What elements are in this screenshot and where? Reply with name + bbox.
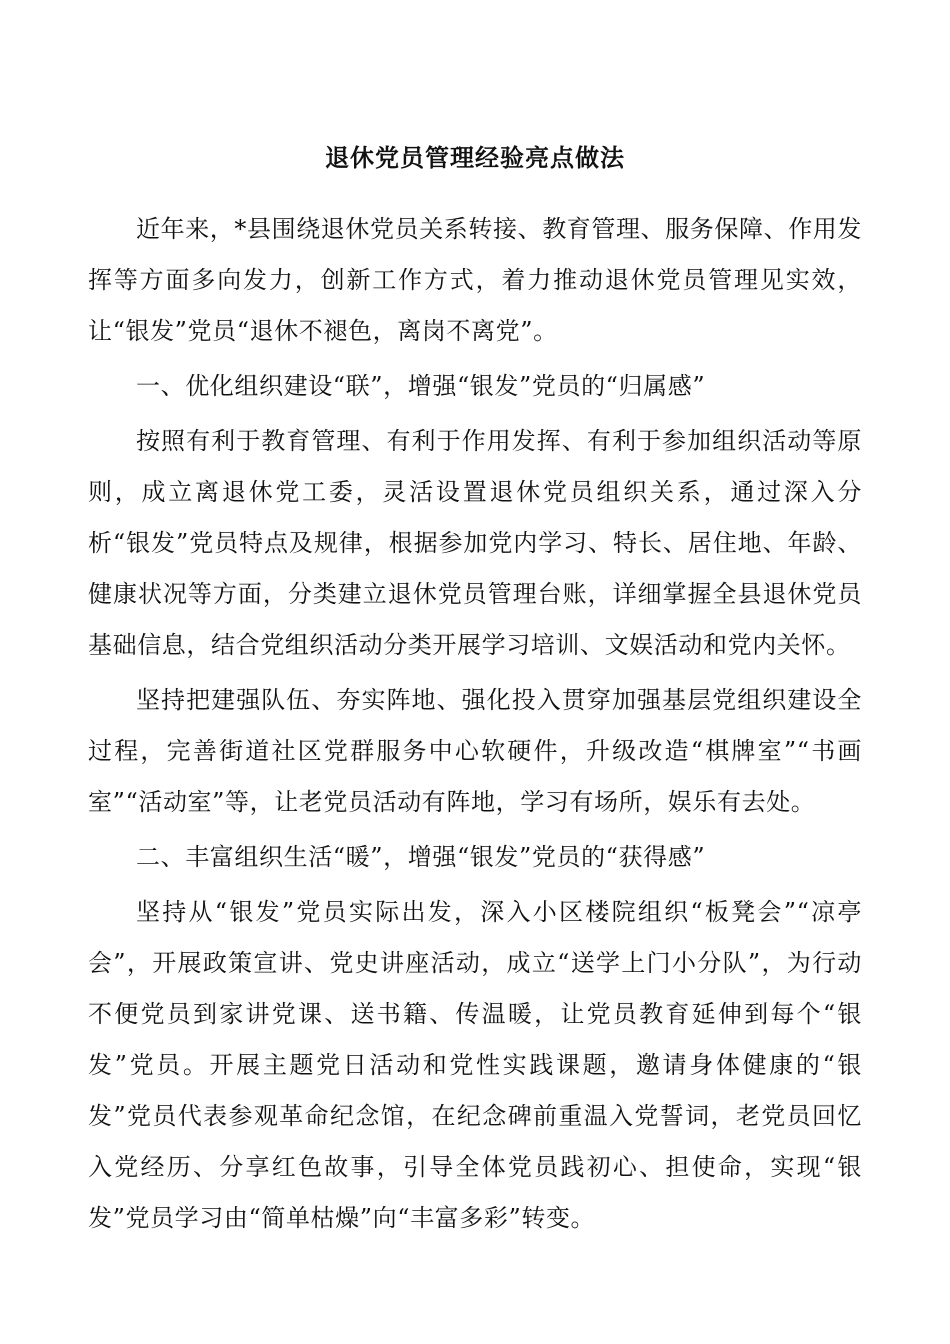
document-title: 退休党员管理经验亮点做法: [325, 143, 625, 172]
section-1-paragraph-2: 坚持把建强队伍、夯实阵地、强化投入贯穿加强基层党组织建设全过程，完善街道社区党群服务中心软硬件，升级改造“棋牌室”“书画室”“活动室”等，让老党员活动有阵地，学习有场所，娱乐有去处。: [88, 686, 862, 816]
section-1-paragraph-1: 按照有利于教育管理、有利于作用发挥、有利于参加组织活动等原则，成立离退休党工委，灵活设置退休党员组织关系，通过深入分析“银发”党员特点及规律，根据参加党内学习、特长、居住地、年龄、健康状况等方面，分类建立退休党员管理台账，详细掌握全县退休党员基础信息，结合党组织活动分类开展学习培训、文娱活动和党内关怀。: [88, 427, 862, 659]
section-1-heading: 一、优化组织建设“联”，增强“银发”党员的“归属感”: [136, 372, 706, 400]
intro-paragraph: 近年来，*县围绕退休党员关系转接、教育管理、服务保障、作用发挥等方面多向发力，创新工作方式，着力推动退休党员管理见实效，让“银发”党员“退休不褪色，离岗不离党”。: [88, 215, 862, 345]
section-2-paragraph-1: 坚持从“银发”党员实际出发，深入小区楼院组织“板凳会”“凉亭会”，开展政策宣讲、党史讲座活动，成立“送学上门小分队”，为行动不便党员到家讲党课、送书籍、传温暖，让党员教育延伸到每个“银发”党员。开展主题党日活动和党性实践课题，邀请身体健康的“银发”党员代表参观革命纪念馆，在纪念碑前重温入党誓词，老党员回忆入党经历、分享红色故事，引导全体党员践初心、担使命，实现“银发”党员学习由“简单枯燥”向“丰富多彩”转变。: [88, 898, 862, 1232]
section-2-heading: 二、丰富组织生活“暖”，增强“银发”党员的“获得感”: [136, 843, 706, 871]
